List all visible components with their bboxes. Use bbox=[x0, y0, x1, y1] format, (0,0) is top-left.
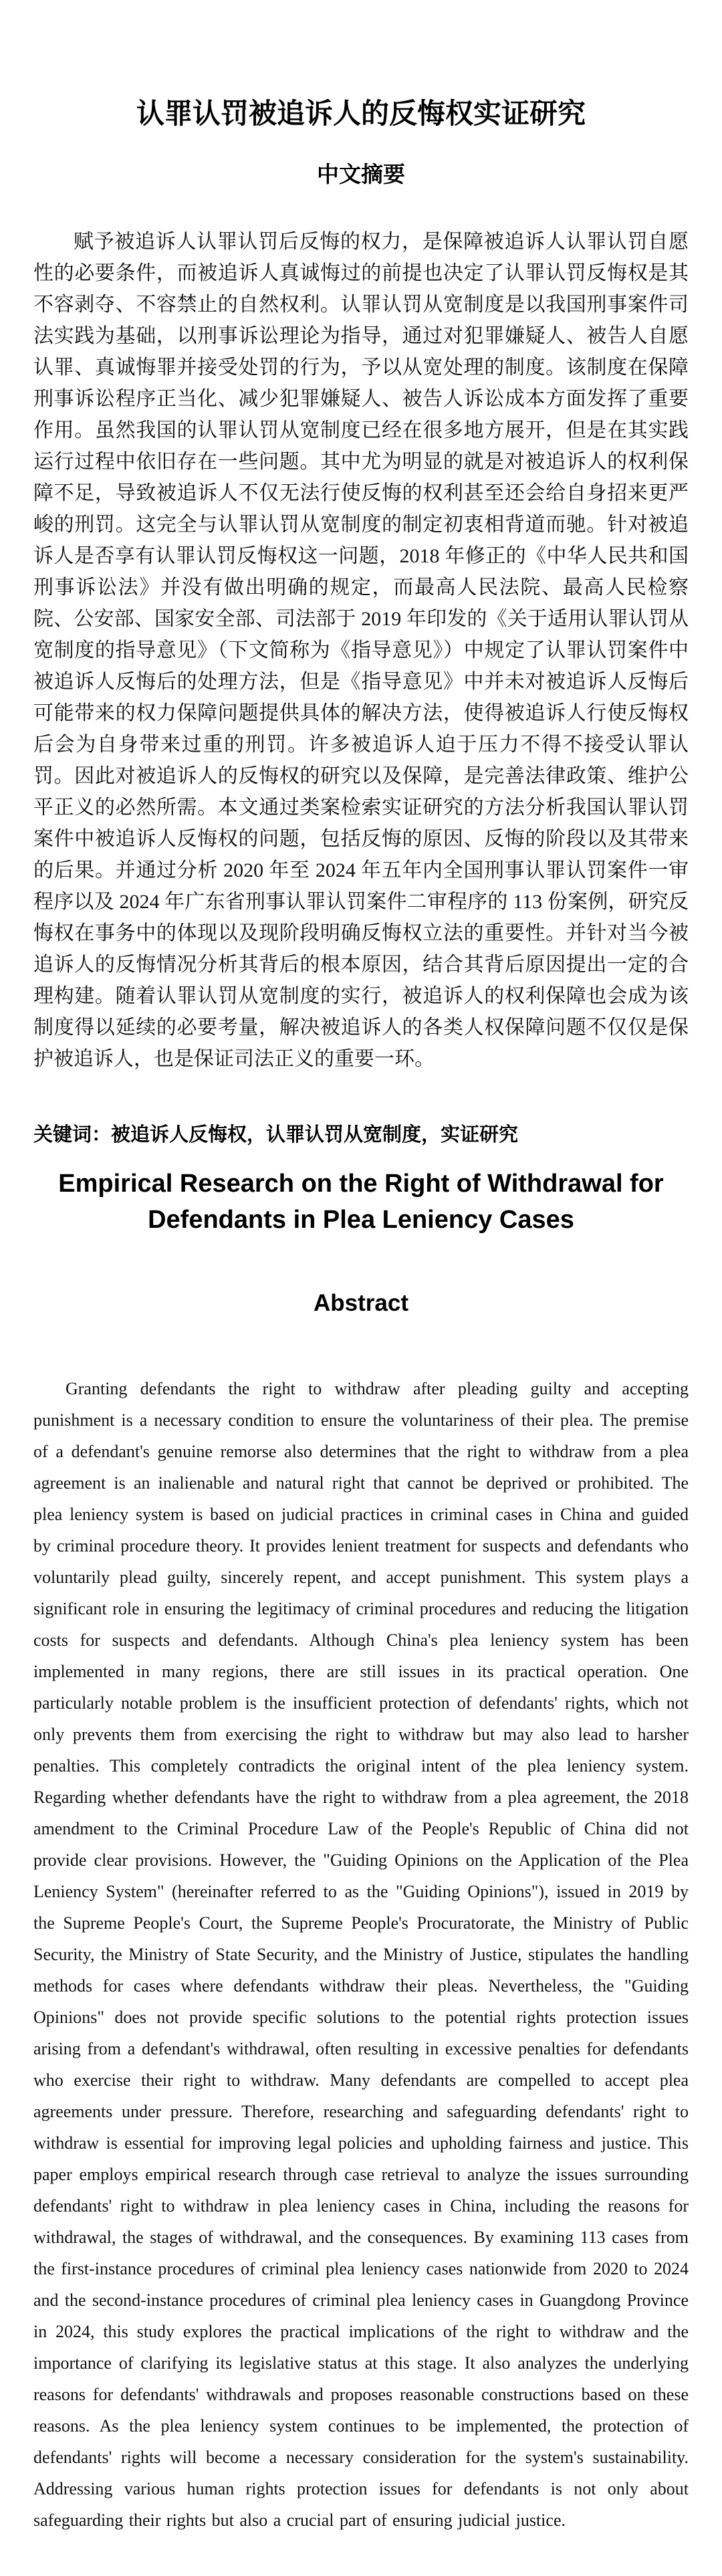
english-abstract-heading: Abstract bbox=[314, 1289, 408, 1316]
english-abstract-body: Granting defendants the right to withdraw after pleading guilty and accepting punishment is a necessary condition to ensure the voluntariness of their plea. The premise of a defendant's genuine remorse also determines that the right to withdraw from a plea agreement is an inalienable and natural right that cannot be deprived or prohibited. The plea leniency system is based on judicial practices in criminal cases in China and guided by criminal procedure theory. It provides lenient treatment for suspects and defendants who voluntarily plead guilty, sincerely repent, and accept punishment. This system plays a significant role in ensuring the legitimacy of criminal procedures and reducing the litigation costs for suspects and defendants. Although China's plea leniency system has been implemented in many regions, there are still issues in its practical operation. One particularly notable problem is the insufficient protection of defendants' rights, which not only prevents them from exercising the right to withdraw but may also lead to harsher penalties. This completely contradicts the original intent of the plea leniency system. Regarding whether defendants have the right to withdraw from a plea agreement, the 2018 amendment to the Criminal Procedure Law of the People's Republic of China did not provide clear provisions. However, the "Guiding Opinions on the Application of the Plea Leniency System" (hereinafter referred to as the "Guiding Opinions"), issued in 2019 by the Supreme People's Court, the Supreme People's Procuratorate, the Ministry of Public Security, the Ministry of State Security, and the Ministry of Justice, stipulates the handling methods for cases where defendants withdraw their pleas. Nevertheless, the "Guiding Opinions" does not provide specific solutions to the potential rights protection issues arising from a defendant's withdrawal, often resulting in excessive penalties for defendants who exercise their right to withdraw. Many defendants are compelled to accept plea agreements under pressure. Therefore, researching and safeguarding defendants' right to withdraw is essential for improving legal policies and upholding fairness and justice. This paper employs empirical research through case retrieval to analyze the issues surrounding defendants' right to withdraw in plea leniency cases in China, including the reasons for withdrawal, the stages of withdrawal, and the consequences. By examining 113 cases from the first-instance procedures of criminal plea leniency cases nationwide from 2020 to 2024 and the second-instance procedures of criminal plea leniency cases in Guangdong Province in 2024, this study explores the practical implications of the right to withdraw and the importance of clarifying its legislative status at this stage. It also analyzes the underlying reasons for defendants' withdrawals and proposes reasonable constructions based on these reasons. As the plea leniency system continues to be implemented, the protection of defendants' rights will become a necessary consideration for the system's sustainability. Addressing various human rights protection issues for defendants is not only about safeguarding their rights but also a crucial part of ensuring judicial justice. bbox=[33, 1378, 689, 2530]
chinese-title: 认罪认罚被追诉人的反悔权实证研究 bbox=[136, 98, 586, 129]
chinese-abstract-heading: 中文摘要 bbox=[317, 161, 405, 187]
chinese-abstract-body: 赋予被追诉人认罪认罚后反悔的权力，是保障被追诉人认罪认罚自愿性的必要条件，而被追诉人真诚悔过的前提也决定了认罪认罚反悔权是其不容剥夺、不容禁止的自然权利。认罪认罚从宽制度是以我国刑事案件司法实践为基础，以刑事诉讼理论为指导，通过对犯罪嫌疑人、被告人自愿认罪、真诚悔罪并接受处罚的行为，予以从宽处理的制度。该制度在保障刑事诉讼程序正当化、减少犯罪嫌疑人、被告人诉讼成本方面发挥了重要作用。虽然我国的认罪认罚从宽制度已经在很多地方展开，但是在其实践运行过程中依旧存在一些问题。其中尤为明显的就是对被追诉人的权利保障不足，导致被追诉人不仅无法行使反悔的权利甚至还会给自身招来更严峻的刑罚。这完全与认罪认罚从宽制度的制定初衷相背道而驰。针对被追诉人是否享有认罪认罚反悔权这一问题，2018 年修正的《中华人民共和国刑事诉讼法》并没有做出明确的规定，而最高人民法院、最高人民检察院、公安部、国家安全部、司法部于 2019 年印发的《关于适用认罪认罚从宽制度的指导意见》（下文简称为《指导意见》）中规定了认罪认罚案件中被追诉人反悔后的处理方法，但是《指导意见》中并未对被追诉人反悔后可能带来的权力保障问题提供具体的解决方法，使得被追诉人行使反悔权后会为自身带来过重的刑罚。许多被追诉人迫于压力不得不接受认罪认罚。因此对被追诉人的反悔权的研究以及保障，是完善法律政策、维护公平正义的必然所需。本文通过类案检索实证研究的方法分析我国认罪认罚案件中被追诉人反悔权的问题，包括反悔的原因、反悔的阶段以及其带来的后果。并通过分析 2020 年至 2024 年五年内全国刑事认罪认罚案件一审程序以及 2024 年广东省刑事认罪认罚案件二审程序的 113 份案例，研究反悔权在事务中的体现以及现阶段明确反悔权立法的重要性。并针对当今被追诉人的反悔情况分析其背后的根本原因，结合其背后原因提出一定的合理构建。随着认罪认罚从宽制度的实行，被追诉人的权利保障也会成为该制度得以延续的必要考量，解决被追诉人的各类人权保障问题不仅仅是保护被追诉人，也是保证司法正义的重要一环。 bbox=[33, 230, 689, 1070]
english-title: Empirical Research on the Right of Withdrawal for Defendants in Plea Leniency Cases bbox=[58, 1169, 664, 1234]
chinese-keywords: 关键词：被追诉人反悔权，认罪认罚从宽制度，实证研究 bbox=[33, 1123, 519, 1146]
